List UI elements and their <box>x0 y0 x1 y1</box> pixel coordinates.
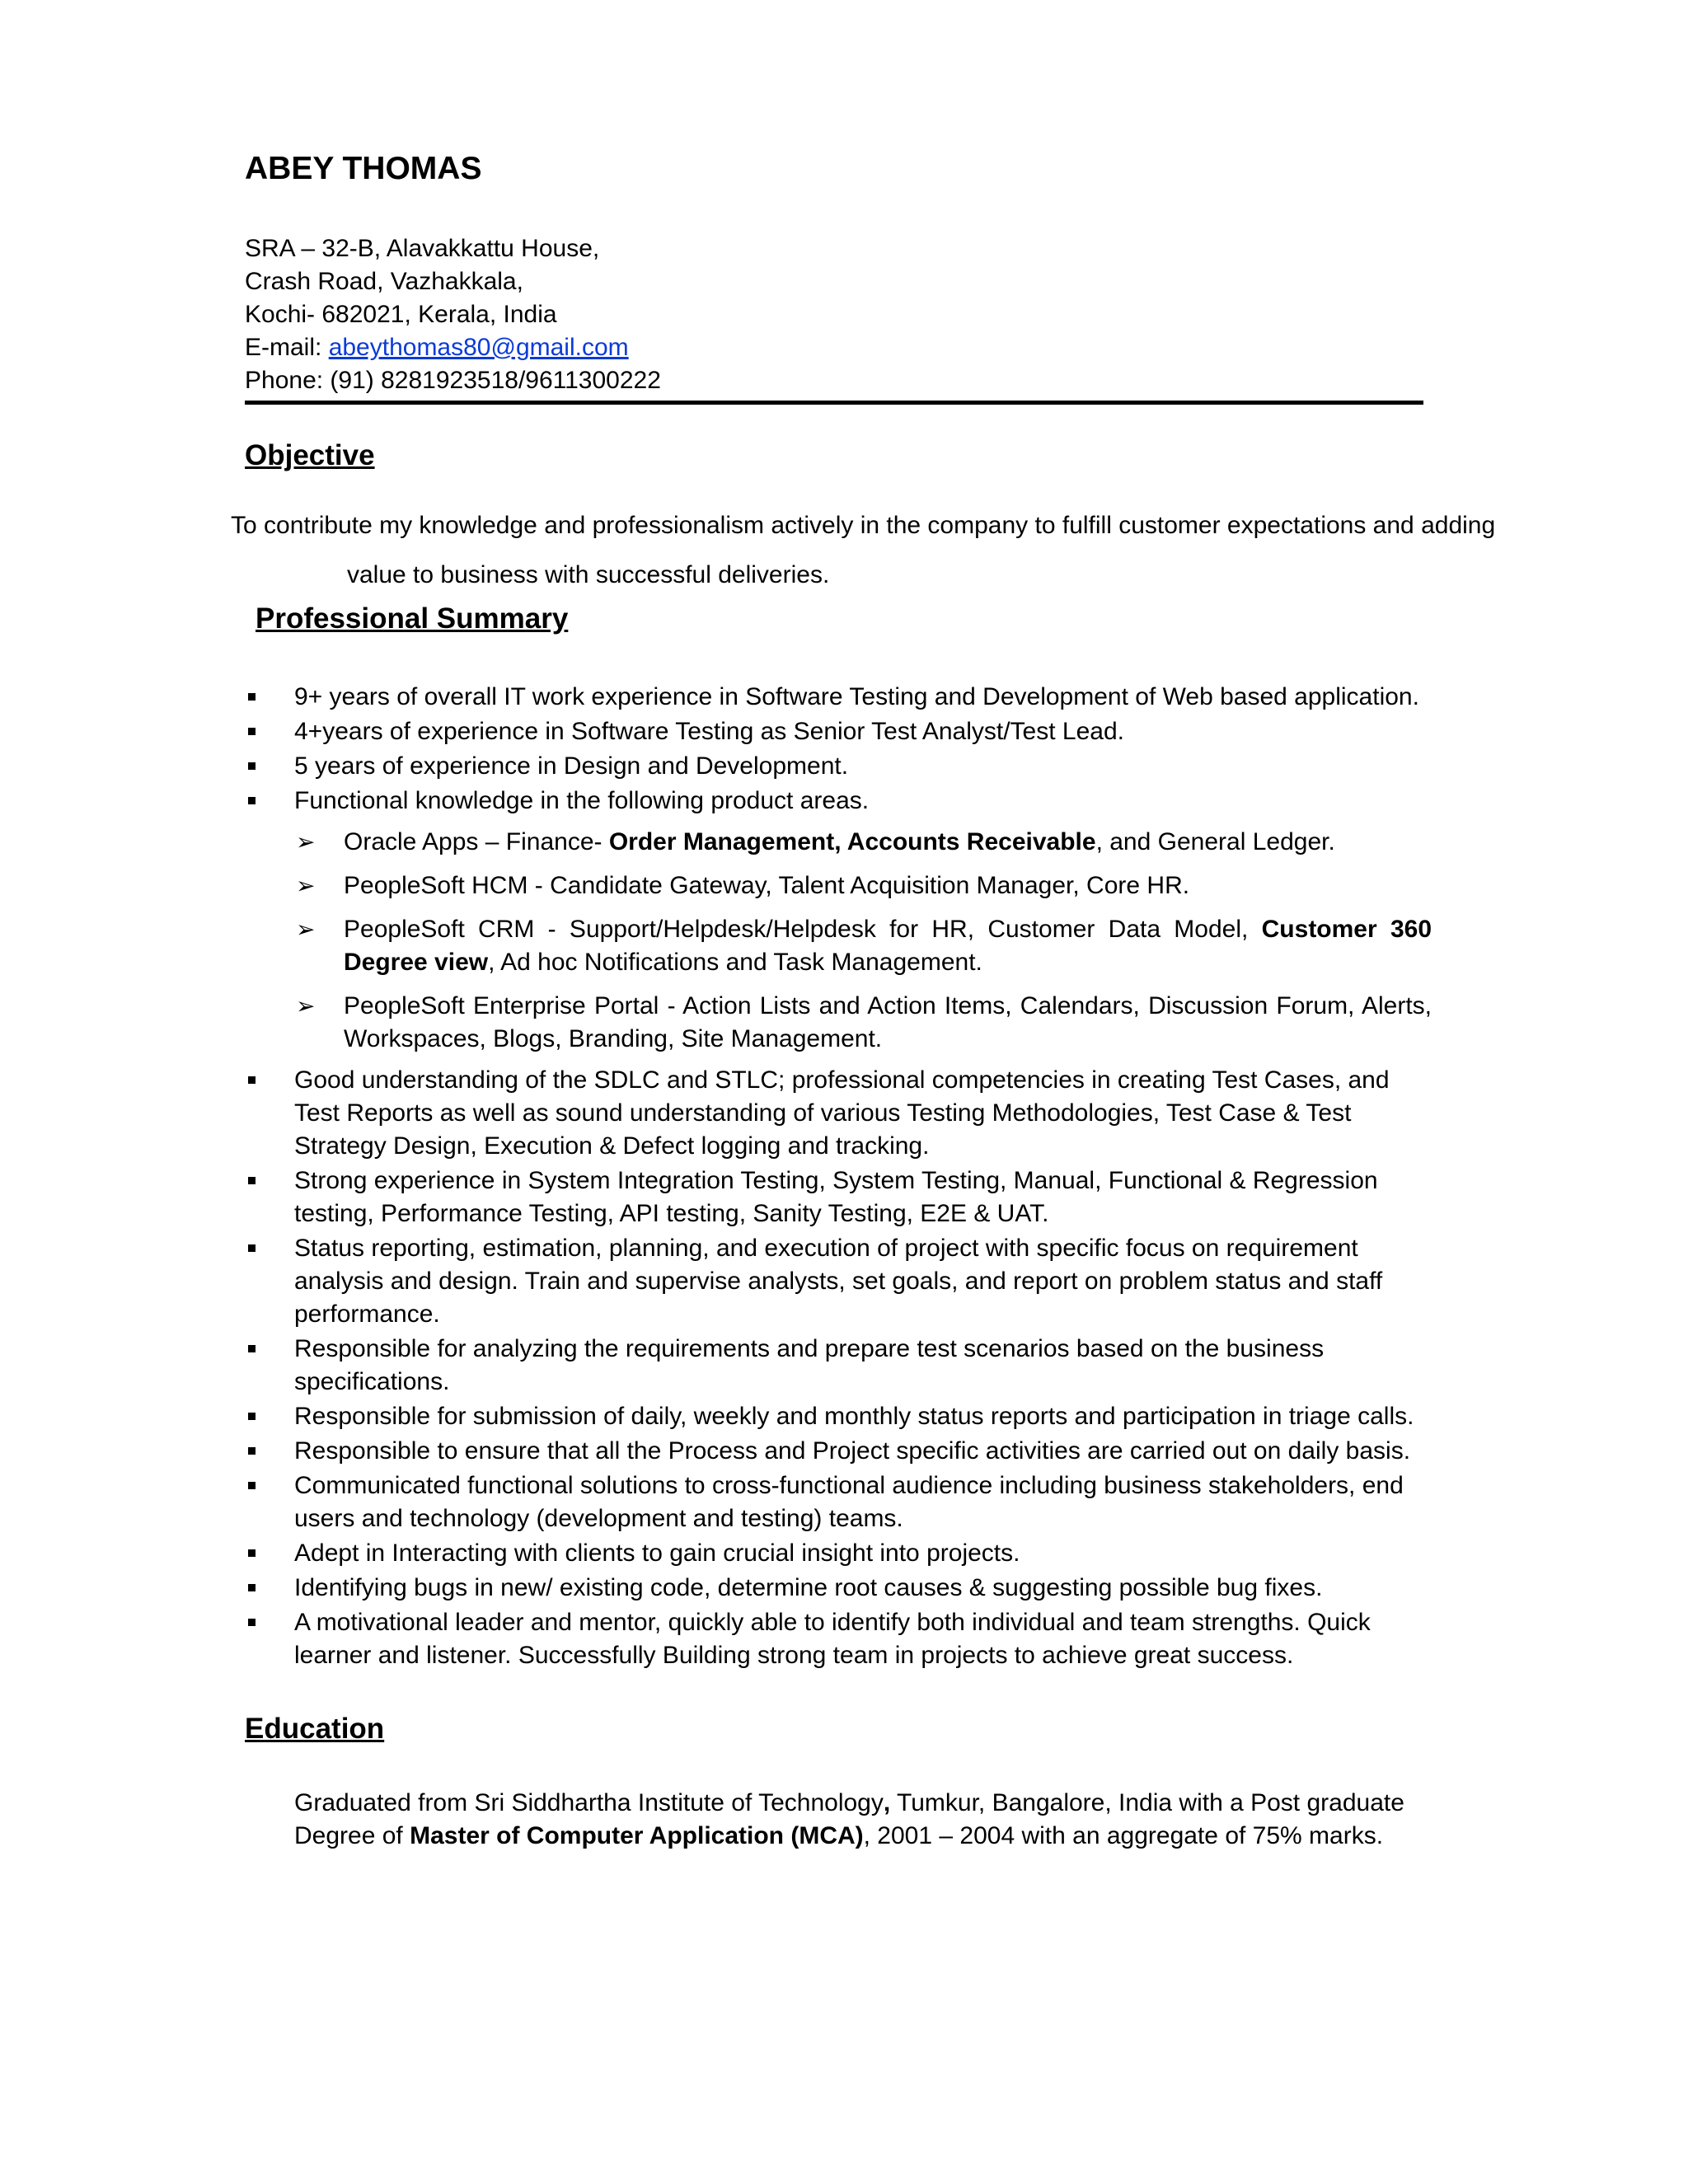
arrow-bullet-icon: ➢ <box>296 873 316 898</box>
square-bullet-icon <box>248 1345 256 1352</box>
square-bullet-icon <box>248 1619 256 1626</box>
square-bullet-icon <box>248 1076 256 1084</box>
sub-list-item: ➢ PeopleSoft Enterprise Portal - Action Lists and Action Items, Calendars, Discussion Forum, Alerts, Workspaces, Blogs, Branding, Site Management. <box>245 990 1432 1056</box>
list-item: 5 years of experience in Design and Development. <box>245 750 1432 783</box>
list-item: Strong experience in System Integration Testing, System Testing, Manual, Functional & Regression testing, Performance Testing, API testing, Sanity Testing, E2E & UAT. <box>245 1165 1432 1230</box>
objective-text-line-1: To contribute my knowledge and professionalism actively in the company to fulfill customer expectations and adding <box>231 512 1496 539</box>
email-label: E-mail: <box>245 334 329 361</box>
square-bullet-icon <box>248 1584 256 1591</box>
square-bullet-icon <box>248 1244 256 1252</box>
list-item: Responsible for analyzing the requirements and prepare test scenarios based on the business specifications. <box>245 1333 1432 1399</box>
list-item: Identifying bugs in new/ existing code, determine root causes & suggesting possible bug fixes. <box>245 1572 1432 1605</box>
list-item: Adept in Interacting with clients to gain crucial insight into projects. <box>245 1537 1432 1570</box>
address-line-2: Crash Road, Vazhakkala, <box>245 268 523 295</box>
square-bullet-icon <box>248 1549 256 1557</box>
email-line <box>245 331 1423 364</box>
objective-heading: Objective <box>245 439 375 471</box>
arrow-bullet-icon: ➢ <box>296 829 316 855</box>
address-line-3: Kochi- 682021, Kerala, India <box>245 301 557 328</box>
list-item: Communicated functional solutions to cross-functional audience including business stakeholders, end users and technology (development and testing) teams. <box>245 1469 1432 1535</box>
sub-list-item: ➢ PeopleSoft CRM - Support/Helpdesk/Helpdesk for HR, Customer Data Model, Customer 360 Degree view, Ad hoc Notifications and Task Management. <box>245 913 1432 979</box>
square-bullet-icon <box>248 1447 256 1455</box>
square-bullet-icon <box>248 728 256 735</box>
list-item: Status reporting, estimation, planning, and execution of project with specific focus on requirement analysis and design. Train and supervise analysts, set goals, and report on problem status and staff performance. <box>245 1232 1432 1331</box>
list-item: Responsible for submission of daily, weekly and monthly status reports and participation in triage calls. <box>245 1400 1432 1433</box>
list-item: 9+ years of overall IT work experience in Software Testing and Development of Web based application. <box>245 681 1432 714</box>
education-line-1: Graduated from Sri Siddhartha Institute of Technology, Tumkur, Bangalore, India with a Post graduate <box>294 1789 1404 1816</box>
square-bullet-icon <box>248 1413 256 1420</box>
sub-list-item: ➢ Oracle Apps – Finance- Order Management, Accounts Receivable, and General Ledger. <box>245 826 1432 859</box>
address-line-1: SRA – 32-B, Alavakkattu House, <box>245 235 600 262</box>
education-heading: Education <box>245 1713 385 1745</box>
list-item: A motivational leader and mentor, quickly able to identify both individual and team strengths. Quick learner and listener. Successfully Building strong team in projects to achieve great success. <box>245 1606 1432 1672</box>
objective-text-line-2: value to business with successful deliveries. <box>347 561 830 588</box>
email-link[interactable]: abeythomas80@gmail.com <box>328 334 629 361</box>
square-bullet-icon <box>248 693 256 701</box>
sub-list-item: ➢ PeopleSoft HCM - Candidate Gateway, Talent Acquisition Manager, Core HR. <box>245 869 1432 902</box>
product-areas-list <box>245 826 1432 1056</box>
square-bullet-icon <box>248 762 256 770</box>
education-line-2: Degree of Master of Computer Application (MCA), 2001 – 2004 with an aggregate of 75% marks. <box>294 1822 1384 1849</box>
list-item: Responsible to ensure that all the Process and Project specific activities are carried out on daily basis. <box>245 1435 1432 1468</box>
professional-summary-heading: Professional Summary <box>256 602 569 635</box>
list-item: 4+years of experience in Software Testing as Senior Test Analyst/Test Lead. <box>245 715 1432 748</box>
candidate-name: ABEY THOMAS <box>245 151 482 186</box>
professional-summary-list <box>245 681 1432 1674</box>
square-bullet-icon <box>248 1177 256 1184</box>
list-item: Good understanding of the SDLC and STLC; professional competencies in creating Test Cases, and Test Reports as well as sound understanding of various Testing Methodologies, Test Case & Test Strategy Design, Execution & Defect logging and tracking. <box>245 1064 1432 1163</box>
arrow-bullet-icon: ➢ <box>296 993 316 1019</box>
education-text <box>294 1787 1432 1853</box>
arrow-bullet-icon: ➢ <box>296 916 316 942</box>
contact-block <box>245 232 1423 405</box>
square-bullet-icon <box>248 1482 256 1489</box>
list-item: Functional knowledge in the following product areas. <box>245 785 1432 818</box>
phone-line: Phone: (91) 8281923518/9611300222 <box>245 367 661 394</box>
square-bullet-icon <box>248 797 256 804</box>
